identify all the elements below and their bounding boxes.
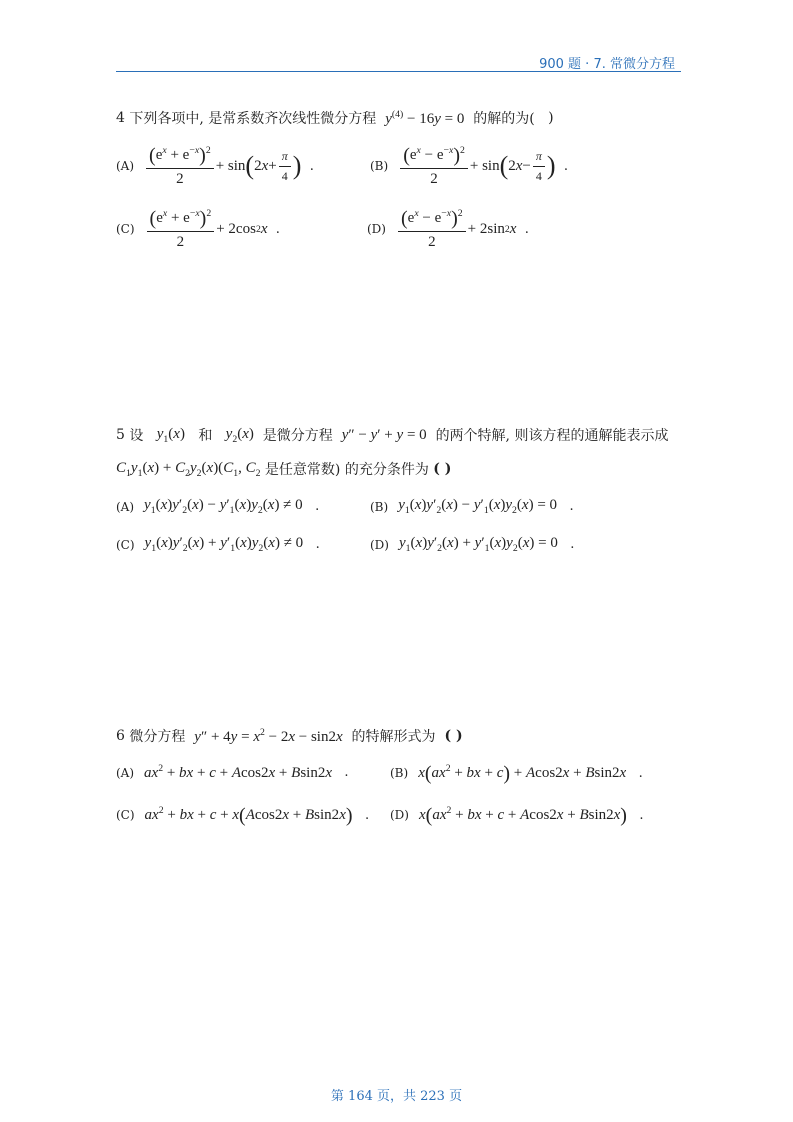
answer-blank: ( ) [444, 728, 463, 744]
stem-text: 微分方程 [129, 729, 186, 745]
question-4-option-d [367, 208, 529, 251]
stem-text: 的特解形式为 [351, 729, 436, 745]
stem-text: 设 [129, 428, 144, 444]
header-rule [116, 71, 681, 72]
option-formula: $\frac{(e^x - e^{-x})^2}{2}$ + sin ( 2 x − $\frac{\pi}{4}$ ) [398, 145, 555, 188]
option-tail: . [315, 537, 320, 552]
option-tail: . [344, 765, 349, 780]
math: $y_2(x)$ [225, 425, 254, 445]
option-tail: . [638, 765, 643, 781]
question-number: 6 [116, 728, 125, 744]
option-tail: . [309, 158, 314, 174]
option-label: (C) [116, 808, 135, 823]
equation: y″ − y′ + y = 0 [341, 426, 427, 443]
question-6-option-b [390, 763, 643, 784]
question-4-option-b [370, 145, 568, 188]
stem-text: 是微分方程 [262, 428, 333, 444]
option-label: (B) [370, 159, 389, 174]
option-formula: $\frac{(e^x + e^{-x})^2}{2}$ + 2cos 2 x [145, 208, 268, 251]
question-5-option-d [370, 535, 574, 554]
question-5-stem [116, 425, 668, 445]
equation: $y'' + 4y = x^2 - 2x - \sin 2x$ [194, 726, 343, 745]
math: $C_1y_1(x) + C_2y_2(x)(C_1$, $C_2$ [116, 459, 261, 479]
option-formula: $ax^2$ + bx + c + x(Acos2x + Bsin2x) [144, 804, 353, 827]
option-formula: $\frac{(e^x + e^{-x})^2}{2}$ + sin ( 2 x + $\frac{\pi}{4}$ ) [144, 145, 301, 188]
math: $y_1(x)$ [156, 425, 185, 445]
option-label: (A) [116, 499, 135, 514]
option-label: (D) [370, 537, 389, 552]
option-label: (B) [370, 499, 389, 514]
equation: $y^{(4)} - 16y = 0$ [385, 108, 465, 127]
option-formula: $ax^2$ + bx + c + Acos2x + Bsin2x [144, 763, 332, 781]
page-footer: 第 164 页，共 223 页 [330, 1089, 463, 1104]
question-5-stem-line2 [116, 459, 451, 479]
option-label: (D) [390, 808, 409, 823]
option-tail: . [563, 158, 568, 174]
option-tail: . [364, 807, 370, 823]
question-6-stem [116, 726, 463, 746]
stem-close: ) [548, 110, 554, 126]
option-formula: $y_1(x)y'_2(x) - y'_1(x)y_2(x) \ne 0$ [144, 497, 303, 516]
question-6-option-a [116, 763, 349, 782]
option-formula: $y_1(x)y'_2(x) + y'_1(x)y_2(x) = 0$ [398, 535, 558, 554]
option-label: (C) [116, 222, 135, 237]
option-label: (B) [390, 766, 409, 781]
stem-text: 和 [198, 428, 213, 444]
option-label: (C) [116, 537, 135, 552]
question-5-option-c [116, 535, 320, 554]
page-header-title: 900 题 · 7. 常微分方程 [539, 57, 675, 72]
question-4-stem [116, 108, 554, 128]
question-4-option-a [116, 145, 314, 188]
option-tail: . [315, 499, 320, 514]
stem-text: 的解的为( [473, 111, 535, 127]
option-formula: $y_1(x)y'_2(x) - y'_1(x)y_2(x) = 0$ [398, 497, 558, 516]
option-formula: $x(ax^2$ + bx + c + Acos2x + Bsin2x) [418, 804, 627, 827]
option-formula: $x(ax^2$ + bx + c) + Acos2x + Bsin2x [418, 762, 627, 785]
stem-text: 下列各项中, 是常系数齐次线性微分方程 [129, 111, 377, 127]
option-label: (A) [116, 159, 135, 174]
question-6-option-d [390, 805, 644, 826]
question-4-option-c [116, 208, 280, 251]
question-number: 5 [116, 427, 125, 443]
option-label: (D) [367, 222, 386, 237]
option-label: (A) [116, 765, 135, 780]
answer-blank: ( ) [433, 461, 452, 477]
question-number: 4 [116, 110, 125, 126]
option-tail: . [524, 221, 529, 237]
option-tail: . [275, 221, 280, 237]
question-5-option-b [370, 497, 574, 516]
option-formula: $y_1(x)y'_2(x) + y'_1(x)y_2(x) \ne 0$ [144, 535, 304, 554]
stem-text: 的两个特解, 则该方程的通解能表示成 [435, 428, 669, 444]
question-6-option-c [116, 805, 369, 826]
stem-text: 是任意常数) 的充分条件为 [264, 462, 429, 478]
option-tail: . [639, 807, 644, 823]
option-tail: . [570, 537, 575, 552]
option-formula: $\frac{(e^x - e^{-x})^2}{2}$ + 2sin 2 x [396, 208, 516, 251]
option-tail: . [569, 499, 574, 514]
question-5-option-a [116, 497, 319, 516]
